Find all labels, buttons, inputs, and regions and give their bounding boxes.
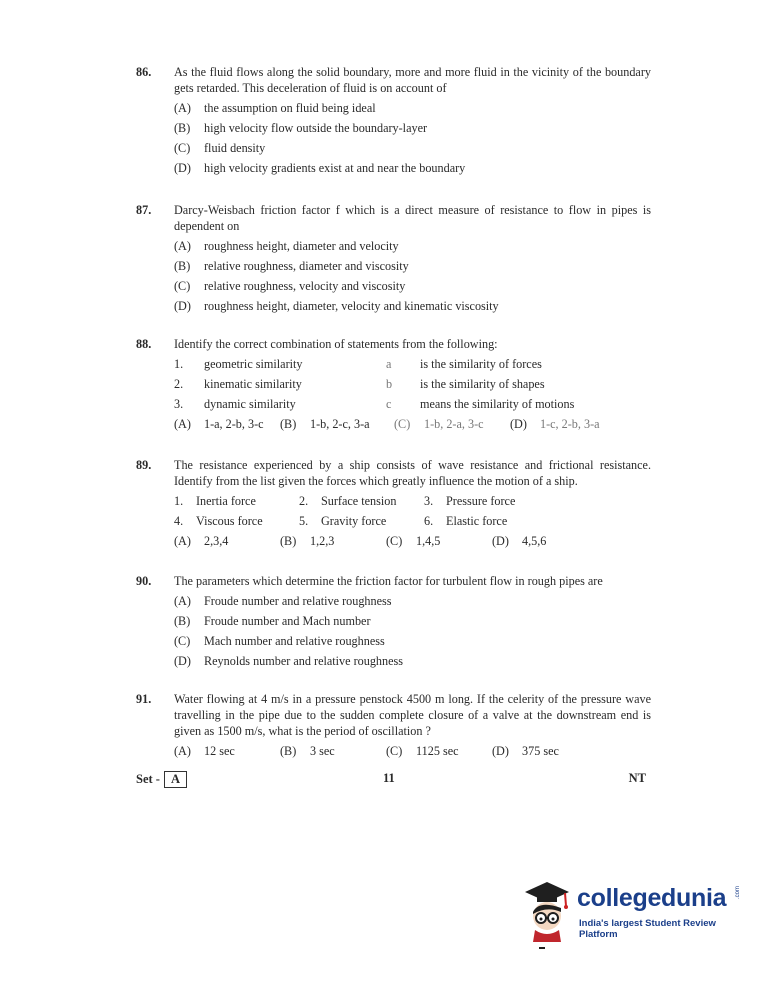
- question-90: [136, 573, 651, 669]
- force-row: 1. Inertia force 2. Surface tension 3. Pressure force: [174, 494, 516, 508]
- question-stem: The resistance experienced by a ship consists of wave resistance and frictional resistance. Identify from the list given the forces which greatly influence the motion of a ship.: [174, 458, 651, 488]
- option: (A) roughness height, diameter and velocity: [174, 239, 399, 253]
- option: (C) fluid density: [174, 141, 266, 155]
- set-box: A: [164, 771, 187, 788]
- question-number: 91.: [136, 692, 152, 706]
- question-stem: Water flowing at 4 m/s in a pressure penstock 4500 m long. If the celerity of the pressure wave travelling in the pipe due to the sudden complete closure of a valve at the downstream end is given as 1500 m/s, what is the period of oscillation ?: [174, 692, 651, 738]
- brand-domain: .com: [735, 886, 741, 900]
- option: (B) Froude number and Mach number: [174, 614, 371, 628]
- question-number: 88.: [136, 337, 152, 351]
- set-indicator: Set - A: [136, 771, 187, 788]
- question-88: [136, 336, 651, 432]
- option: (D) high velocity gradients exist at and near the boundary: [174, 161, 466, 175]
- question-number: 87.: [136, 203, 152, 217]
- option: (A) the assumption on fluid being ideal: [174, 101, 376, 115]
- option: (C) relative roughness, velocity and viscosity: [174, 279, 406, 293]
- question-number: 86.: [136, 65, 152, 79]
- option: (A) Froude number and relative roughness: [174, 594, 392, 608]
- collegedunia-logo: [519, 878, 749, 948]
- question-87: [136, 202, 651, 314]
- question-stem: As the fluid flows along the solid boundary, more and more fluid in the vicinity of the boundary gets retarded. This deceleration of fluid is on account of: [174, 65, 651, 95]
- brand-name: collegedunia: [577, 884, 727, 912]
- brand-tagline: India's largest Student Review Platform: [579, 918, 716, 940]
- option-row: (A) 2,3,4 (B) 1,2,3 (C) 1,4,5 (D) 4,5,6: [174, 534, 547, 548]
- match-row: 1. geometric similarity a is the similarity of forces: [174, 357, 542, 371]
- question-stem: Darcy-Weisbach friction factor f which is a direct measure of resistance to flow in pipes is dependent on: [174, 203, 651, 233]
- option: (C) Mach number and relative roughness: [174, 634, 385, 648]
- question-stem: Identify the correct combination of statements from the following:: [174, 337, 498, 351]
- option-row: (A) 1-a, 2-b, 3-c (B) 1-b, 2-c, 3-a (C) 1-b, 2-a, 3-c (D) 1-c, 2-b, 3-a: [174, 417, 600, 431]
- option: (D) roughness height, diameter, velocity and kinematic viscosity: [174, 299, 499, 313]
- question-stem: The parameters which determine the friction factor for turbulent flow in rough pipes are: [174, 574, 603, 588]
- match-row: 3. dynamic similarity c means the similarity of motions: [174, 397, 575, 411]
- question-86: [136, 64, 651, 176]
- option: (D) Reynolds number and relative roughness: [174, 654, 404, 668]
- option: (B) high velocity flow outside the boundary-layer: [174, 121, 428, 135]
- question-91: [136, 691, 651, 759]
- question-number: 90.: [136, 574, 152, 588]
- option: (B) relative roughness, diameter and viscosity: [174, 259, 409, 273]
- match-row: 2. kinematic similarity b is the similarity of shapes: [174, 377, 545, 391]
- page-number: 11: [383, 771, 395, 785]
- question-89: [136, 457, 651, 549]
- force-row: 4. Viscous force 5. Gravity force 6. Elastic force: [174, 514, 508, 528]
- question-number: 89.: [136, 458, 152, 472]
- option-row: (A) 12 sec (B) 3 sec (C) 1125 sec (D) 375 sec: [174, 744, 559, 758]
- mascot-icon: [519, 878, 575, 950]
- paper-code: NT: [628, 771, 646, 785]
